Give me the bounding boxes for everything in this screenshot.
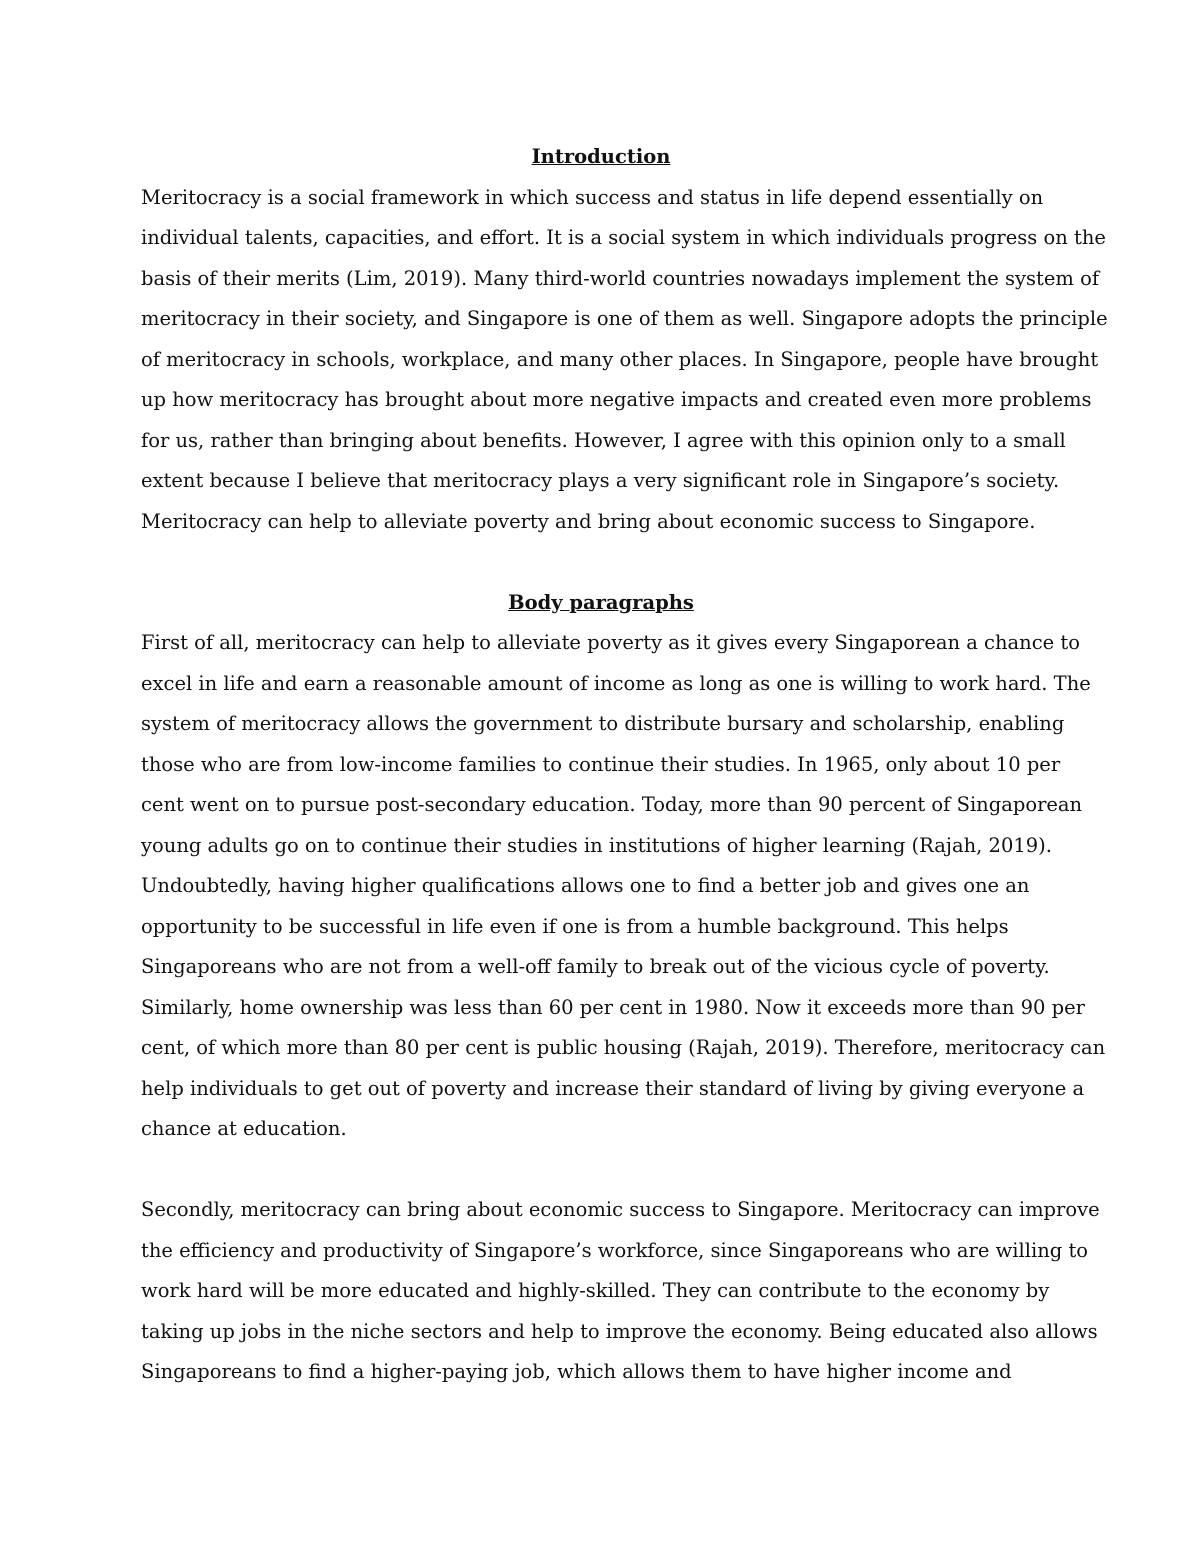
paragraph-spacer [141, 1150, 1061, 1191]
text-line: opportunity to be successful in life even if one is from a humble background. This helps [141, 914, 1009, 938]
text-line: Singaporeans to find a higher-paying job, which allows them to have higher income and [141, 1360, 1012, 1383]
text-line: of meritocracy in schools, workplace, and many other places. In Singapore, people have brought [141, 347, 1099, 371]
introduction-heading: Introduction [531, 145, 671, 168]
text-line: excel in life and earn a reasonable amount of income as long as one is willing to work hard. The [141, 671, 1091, 695]
body-paragraphs-heading: Body paragraphs [508, 590, 694, 614]
text-line: help individuals to get out of poverty and increase their standard of living by giving everyone a [141, 1076, 1085, 1100]
text-line: First of all, meritocracy can help to alleviate poverty as it gives every Singaporean a chance to [141, 631, 1080, 654]
text-line: up how meritocracy has brought about more negative impacts and created even more problems [141, 388, 1092, 411]
text-line: individual talents, capacities, and effort. It is a social system in which individuals progress on the [141, 226, 1106, 249]
body-paragraph-2 [141, 1190, 1100, 1393]
text-line: cent went on to pursue post-secondary education. Today, more than 90 percent of Singaporean [141, 793, 1083, 816]
introduction-paragraph [141, 178, 1108, 543]
text-line: Meritocracy can help to alleviate poverty and bring about economic success to Singapore. [141, 509, 1036, 533]
text-line: young adults go on to continue their studies in institutions of higher learning (Rajah, 2019). [141, 833, 1052, 857]
text-line: Singaporeans who are not from a well-off family to break out of the vicious cycle of poverty. [141, 955, 1050, 978]
text-line: cent, of which more than 80 per cent is public housing (Rajah, 2019). Therefore, meritocracy can [141, 1036, 1106, 1059]
text-line: Similarly, home ownership was less than 60 per cent in 1980. Now it exceeds more than 90 per [141, 995, 1085, 1019]
text-line: basis of their merits (Lim, 2019). Many third-world countries nowadays implement the system of [141, 266, 1100, 290]
text-line: Secondly, meritocracy can bring about economic success to Singapore. Meritocracy can improve [141, 1198, 1100, 1221]
section-spacer [141, 542, 1061, 583]
text-line: work hard will be more educated and highly-skilled. They can contribute to the economy by [141, 1279, 1050, 1302]
text-line: taking up jobs in the niche sectors and help to improve the economy. Being educated also allows [141, 1319, 1098, 1343]
text-line: for us, rather than bringing about benefits. However, I agree with this opinion only to a small [141, 428, 1066, 452]
text-line: Meritocracy is a social framework in which success and status in life depend essentially on [141, 185, 1044, 209]
text-line: those who are from low-income families to continue their studies. In 1965, only about 10 per [141, 752, 1061, 776]
body-paragraph-1 [141, 623, 1106, 1150]
text-line: meritocracy in their society, and Singapore is one of them as well. Singapore adopts the principle [141, 307, 1108, 330]
text-line: Undoubtedly, having higher qualifications allows one to find a better job and gives one an [141, 874, 1030, 897]
text-line: system of meritocracy allows the government to distribute bursary and scholarship, enabling [141, 712, 1065, 735]
document-page [141, 137, 1108, 1393]
text-line: extent because I believe that meritocracy plays a very significant role in Singapore’s society. [141, 469, 1060, 492]
text-line: the efficiency and productivity of Singapore’s workforce, since Singaporeans who are willing to [141, 1238, 1089, 1262]
text-line: chance at education. [141, 1117, 347, 1140]
